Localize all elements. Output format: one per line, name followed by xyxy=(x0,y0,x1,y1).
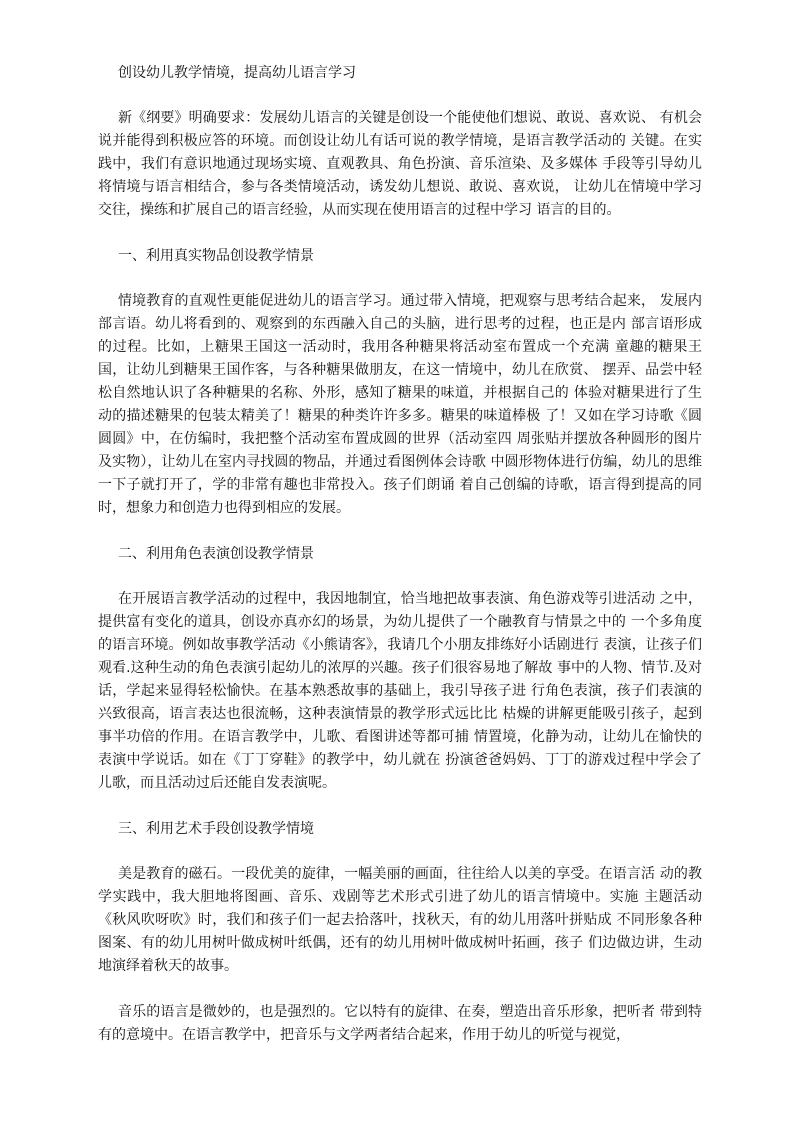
section-3-heading: 三、利用艺术手段创设教学情境 xyxy=(118,821,314,837)
document-page xyxy=(98,62,702,1070)
section-2-paragraph: 在开展语言教学活动的过程中，我因地制宜，恰当地把故事表演、角色游戏等引进活动 之中，提供富有变化的道具，创设亦真亦幻的场景，为幼儿提供了一个融教育与情景之中的 一个多角度的语言环境。例如故事教学活动《小熊请客》，我请几个小朋友排练好小话剧进行 表演，让孩子们观看.这种生动的角色表演引起幼儿的浓厚的兴趣。孩子们很容易地了解故 事中的人物、情节.及对话，学起来显得轻松愉快。在基本熟悉故事的基础上，我引导孩子进 行角色表演，孩子们表演的兴致很高，语言表达也很流畅，这种表演情景的教学形式远比比 枯燥的讲解更能吸引孩子，起到事半功倍的作用。在语言教学中，儿歌、看图讲述等都可捕 情置境，化静为动，让幼儿在愉快的表演中学说话。如在《丁丁穿鞋》的教学中，幼儿就在 扮演爸爸妈妈、丁丁的游戏过程中学会了儿歌，而且活动过后还能自发表演呢。 xyxy=(98,591,702,791)
section-1-heading: 一、利用真实物品创设教学情景 xyxy=(118,248,314,264)
section-3-paragraph-1: 美是教育的磁石。一段优美的旋律，一幅美丽的画面，往往给人以美的享受。在语言活 动的教学实践中，我大胆地将图画、音乐、戏剧等艺术形式引进了幼儿的语言情境中。实施 主题活动《秋风吹呀吹》时，我们和孩子们一起去拾落叶，找秋天，有的幼儿用落叶拼贴成 不同形象各种图案、有的幼儿用树叶做成树叶纸偶，还有的幼儿用树叶做成树叶拓画，孩子 们边做边讲，生动地演绎着秋天的故事。 xyxy=(98,866,702,974)
section-2-heading: 二、利用角色表演创设教学情景 xyxy=(118,546,314,562)
section-1-paragraph: 情境教育的直观性更能促进幼儿的语言学习。通过带入情境，把观察与思考结合起来， 发展内部言语。幼儿将看到的、观察到的东西融入自己的头脑，进行思考的过程，也正是内 部言语形成的过程。比如，上糖果王国这一活动时，我用各种糖果将活动室布置成一个充满 童趣的糖果王国，让幼儿到糖果王国作客，与各种糖果做朋友，在这一情境中，幼儿在欣赏、 摆弄、品尝中轻松自然地认识了各种糖果的名称、外形，感知了糖果的味道，并根据自己的 体验对糖果进行了生动的描述糖果的包装太精美了！糖果的种类许许多多。糖果的味道棒极 了！又如在学习诗歌《圆圆圆》中，在仿编时，我把整个活动室布置成圆的世界（活动室四 周张贴并摆放各种圆形的图片及实物），让幼儿在室内寻找圆的物品，并通过看图例体会诗歌 中圆形物体进行仿编，幼儿的思维一下子就打开了，学的非常有趣也非常投入。孩子们朗诵 着自己创编的诗歌，语言得到提高的同时，想象力和创造力也得到相应的发展。 xyxy=(98,293,702,516)
intro-paragraph: 新《纲要》明确要求：发展幼儿语言的关键是创设一个能使他们想说、敢说、喜欢说、 有机会说并能得到积极应答的环境。而创设让幼儿有话可说的教学情境，是语言教学活动的 关键。在实践中，我们有意识地通过现场实境、直观教具、角色扮演、音乐渲染、及多媒体 手段等引导幼儿将情境与语言相结合，参与各类情境活动，诱发幼儿想说、敢说、喜欢说， 让幼儿在情境中学习交往，操练和扩展自己的语言经验，从而实现在使用语言的过程中学习 语言的目的。 xyxy=(98,110,702,218)
document-title: 创设幼儿教学情境，提高幼儿语言学习 xyxy=(118,65,356,81)
section-3-paragraph-2: 音乐的语言是微妙的，也是强烈的。它以特有的旋律、在奏，塑造出音乐形象，把听者 带到特有的意境中。在语言教学中，把音乐与文学两者结合起来，作用于幼儿的听觉与视觉， xyxy=(98,1004,702,1043)
